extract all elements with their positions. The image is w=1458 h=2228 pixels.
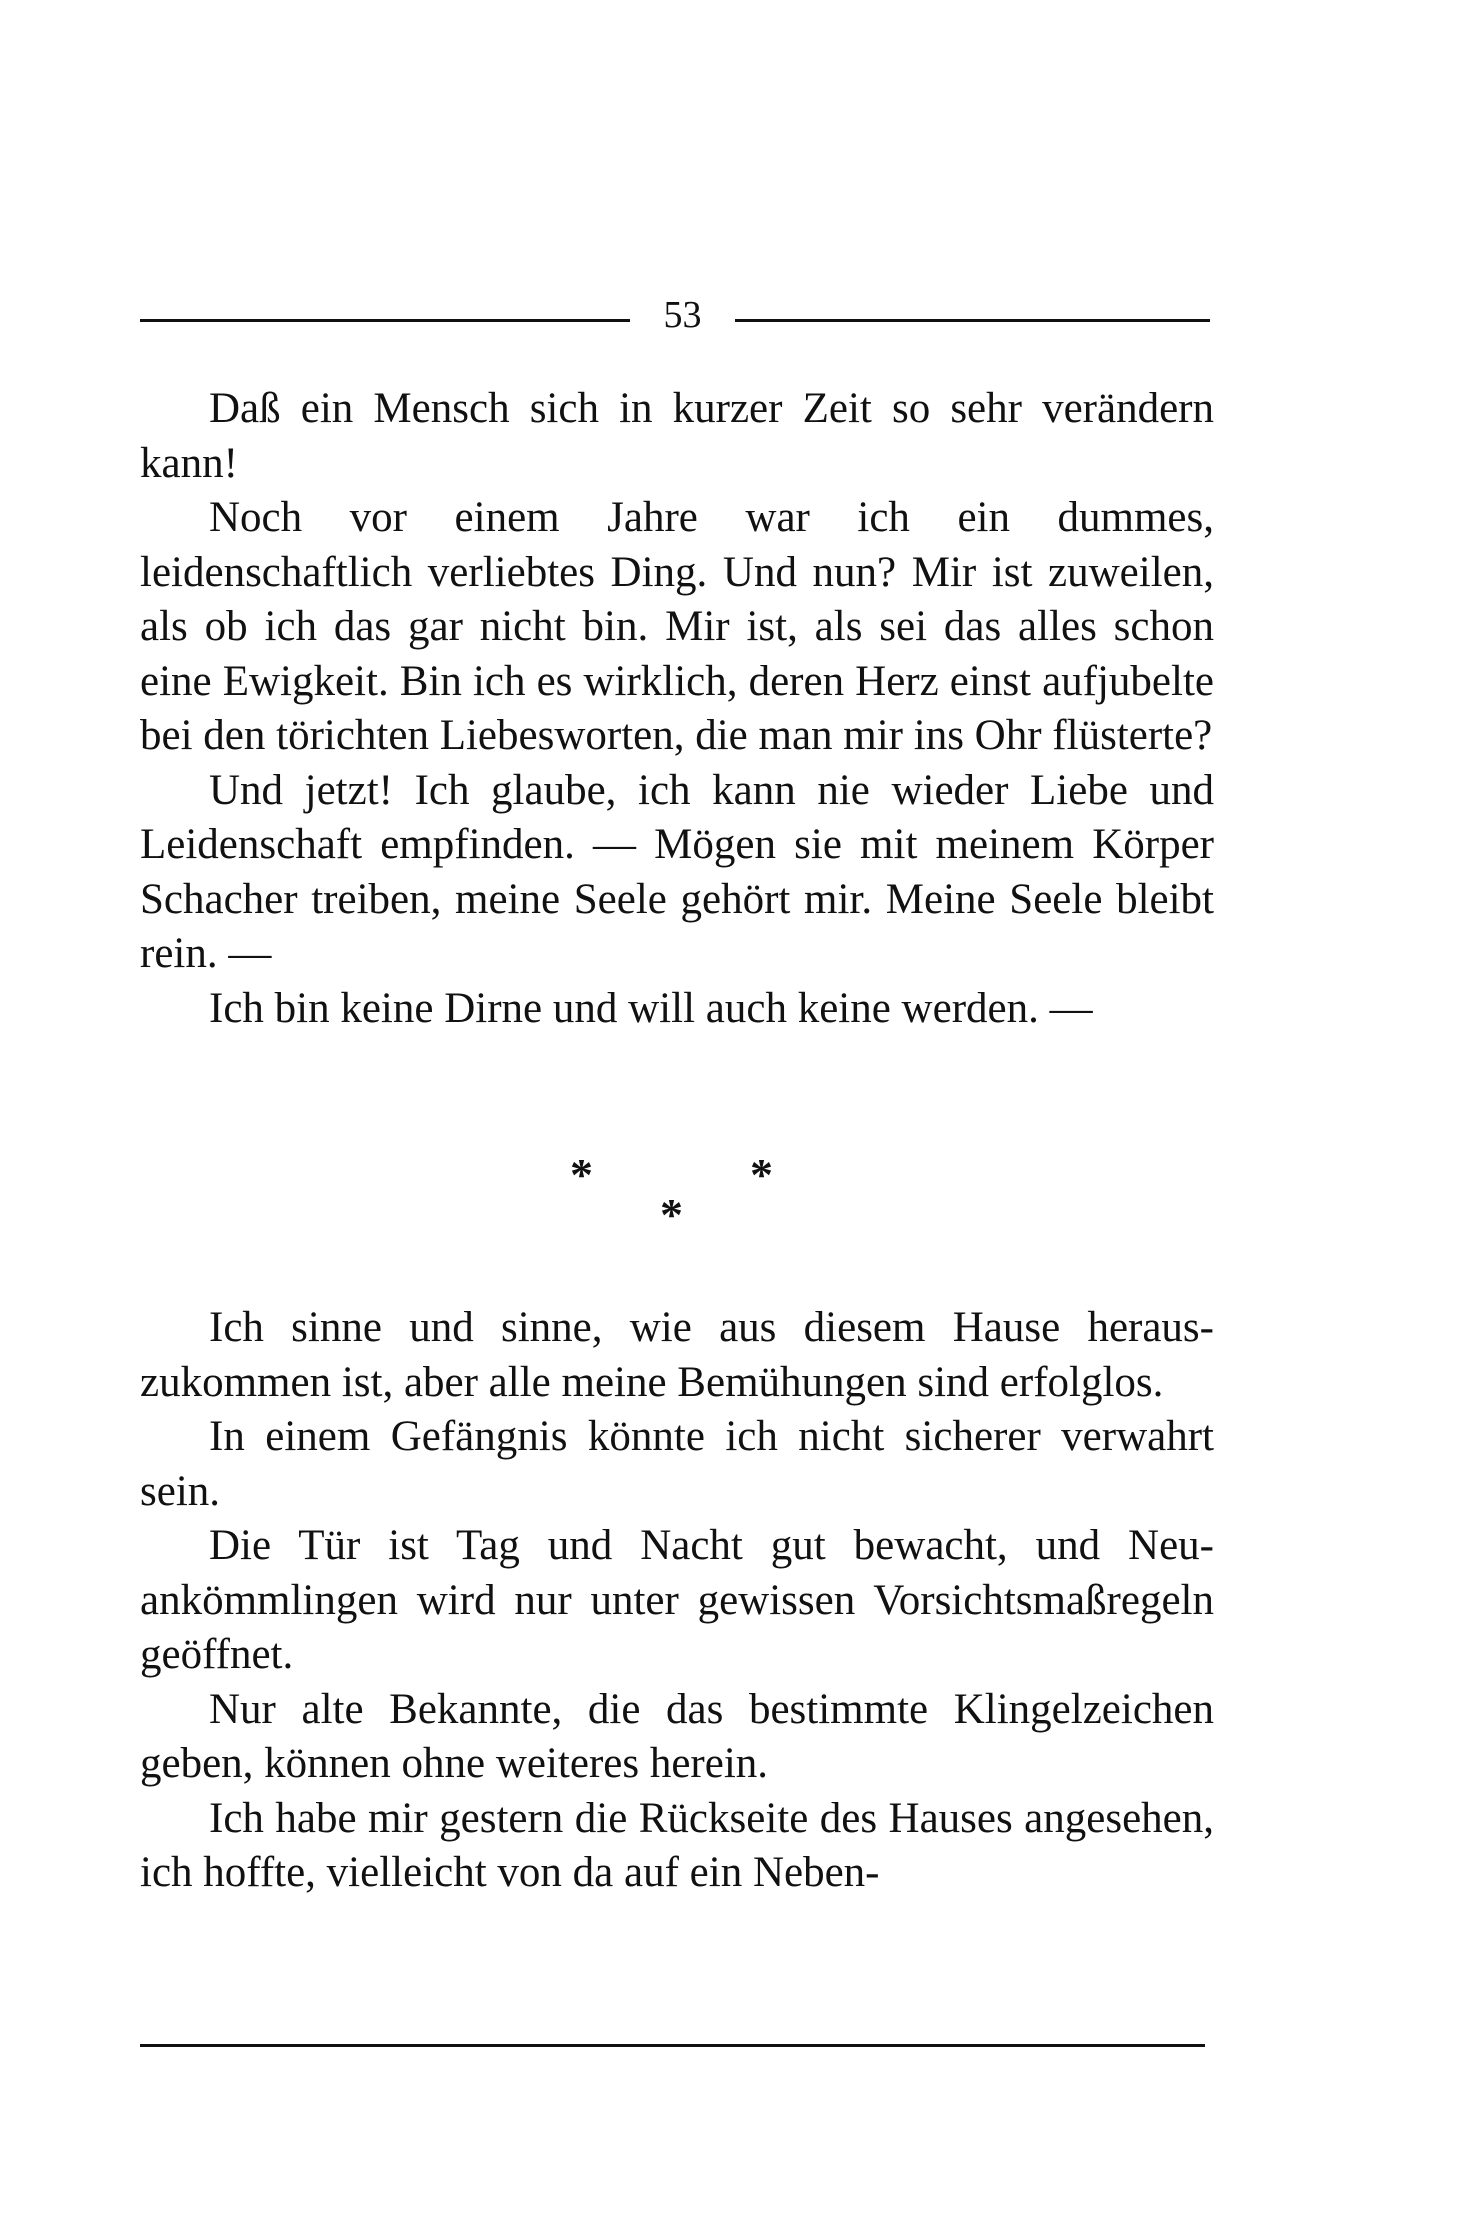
paragraph: Noch vor einem Jahre war ich ein dummes, leidenschaftlich verliebtes Ding. Und nun? Mir ist zuweilen, als ob ich das gar nicht bin. Mir ist, als sei das alles schon eine Ewigkeit. Bin ich es wirklich, deren Herz einst aufjubelte bei den törichten Liebesworten, die man mir ins Ohr flüsterte? bbox=[140, 494, 1214, 759]
paragraph: Nur alte Bekannte, die das bestimmte Klingelzeichen geben, können ohne weiteres herein. bbox=[140, 1685, 1214, 1787]
paragraph: Die Tür ist Tag und Nacht gut bewacht, und Neuankömmlingen wird nur unter gewissen Vorsichtsmaßregeln geöffnet. bbox=[140, 1522, 1214, 1678]
separator-asterisk: * bbox=[570, 1149, 593, 1200]
separator-asterisk: * bbox=[660, 1189, 683, 1240]
header-rule-right bbox=[735, 319, 1210, 322]
section-separator bbox=[540, 1149, 773, 1242]
footer-rule bbox=[140, 2044, 1205, 2047]
header-rule-left bbox=[140, 319, 630, 322]
paragraph: Und jetzt! Ich glaube, ich kann nie wieder Liebe und Leidenschaft empfinden. — Mögen sie mit meinem Körper Schacher treiben, meine Seele gehört mir. Meine Seele bleibt rein. — bbox=[140, 766, 1214, 977]
separator-asterisk: * bbox=[750, 1149, 773, 1200]
text-section-1 bbox=[140, 382, 1214, 1036]
paragraph: In einem Gefängnis könnte ich nicht sicherer verwahrt sein. bbox=[140, 1413, 1214, 1515]
paragraph: Ich sinne und sinne, wie aus diesem Hause herauszukommen ist, aber alle meine Bemühungen sind erfolglos. bbox=[140, 1304, 1214, 1406]
text-section-2 bbox=[140, 1301, 1214, 1901]
paragraph: Ich bin keine Dirne und will auch keine werden. — bbox=[209, 984, 1093, 1032]
page-number: 53 bbox=[663, 294, 702, 336]
page-header bbox=[140, 285, 1210, 345]
paragraph: Ich habe mir gestern die Rückseite des Hauses angesehen, ich hoffte, vielleicht von da auf ein Neben- bbox=[140, 1794, 1214, 1896]
paragraph: Daß ein Mensch sich in kurzer Zeit so sehr verändern kann! bbox=[140, 385, 1214, 487]
